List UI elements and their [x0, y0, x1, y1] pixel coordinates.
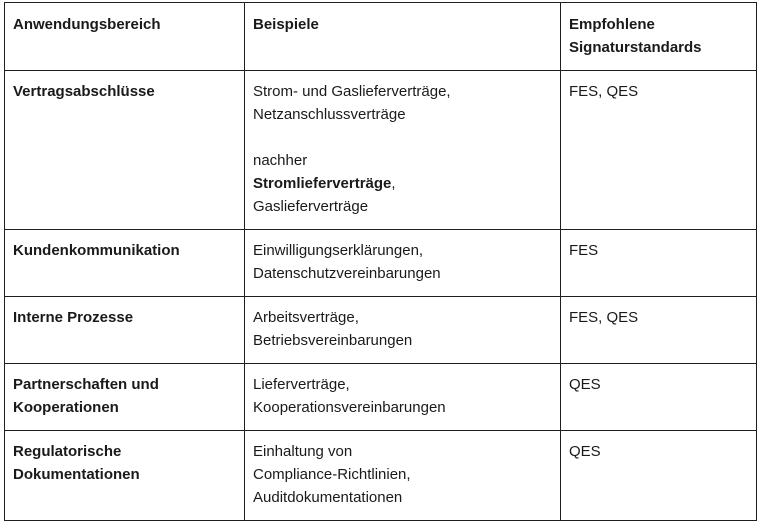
area-line: Kooperationen: [13, 399, 119, 416]
example-line: Auditdokumentationen: [253, 489, 403, 506]
cell-examples: [245, 297, 561, 364]
cell-examples: [245, 431, 561, 521]
table-row: [5, 71, 757, 230]
table-header-row: [5, 3, 757, 71]
example-line: Lieferverträge,: [253, 376, 350, 393]
table-row: [5, 364, 757, 431]
area-line: Dokumentationen: [13, 466, 140, 483]
cell-area: Interne Prozesse: [5, 297, 245, 364]
cell-standards: FES: [561, 230, 757, 297]
example-line: Einwilligungserklärungen,: [253, 242, 424, 259]
table-row: [5, 297, 757, 364]
header-signaturstandards: [561, 3, 757, 71]
header-signaturstandards-line-2: Signaturstandards: [569, 39, 702, 56]
example-line: Einhaltung von: [253, 443, 353, 460]
cell-standards: QES: [561, 364, 757, 431]
signature-standards-table: [4, 2, 757, 521]
cell-standards: QES: [561, 431, 757, 521]
cell-area: [5, 364, 245, 431]
example-line: Datenschutzvereinbarungen: [253, 265, 441, 282]
example-line: Strom- und Gaslieferverträge,: [253, 83, 451, 100]
note-bold-text: Stromlieferverträge: [253, 175, 392, 192]
cell-standards: FES, QES: [561, 297, 757, 364]
note-bold-line: [253, 172, 552, 195]
area-line: Partnerschaften und: [13, 376, 159, 393]
cell-examples: [245, 230, 561, 297]
note-comma: ,: [391, 175, 396, 192]
note-line: nachher: [253, 152, 308, 169]
area-line: Regulatorische: [13, 443, 122, 460]
cell-area: [5, 431, 245, 521]
header-beispiele: Beispiele: [245, 3, 561, 71]
example-line: Netzanschlussverträge: [253, 106, 406, 123]
cell-standards: FES, QES: [561, 71, 757, 230]
example-line: Betriebsvereinbarungen: [253, 332, 413, 349]
header-signaturstandards-line-1: Empfohlene: [569, 16, 655, 33]
note-last-line: Gaslieferverträge: [253, 198, 369, 215]
header-anwendungsbereich: Anwendungsbereich: [5, 3, 245, 71]
example-line: Kooperationsvereinbarungen: [253, 399, 446, 416]
example-line: Compliance-Richtlinien,: [253, 466, 411, 483]
example-line: Arbeitsverträge,: [253, 309, 359, 326]
cell-area: Vertragsabschlüsse: [5, 71, 245, 230]
cell-examples: [245, 364, 561, 431]
cell-examples: [245, 71, 561, 230]
cell-area: Kundenkommunikation: [5, 230, 245, 297]
table-row: [5, 431, 757, 521]
table-row: [5, 230, 757, 297]
